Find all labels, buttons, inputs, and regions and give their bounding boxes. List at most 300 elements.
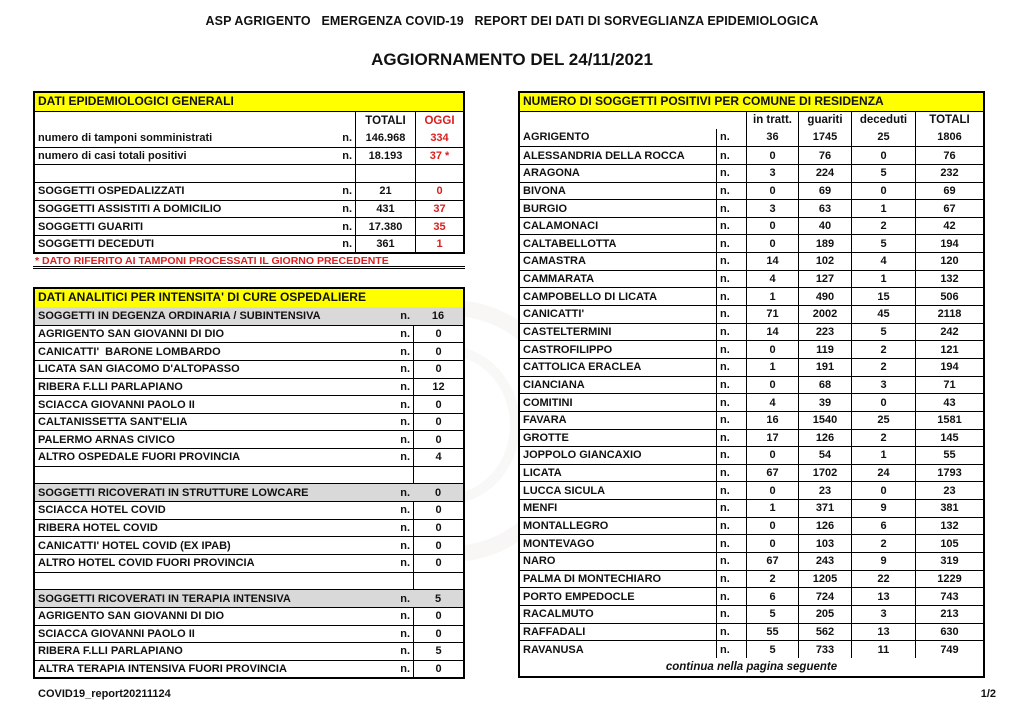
totali-value: 105 xyxy=(915,535,983,552)
n-label: n. xyxy=(716,359,746,376)
comune-name-cell xyxy=(520,271,716,288)
in-tratt-value: 0 xyxy=(746,482,798,499)
comune-name-cell xyxy=(520,165,716,182)
row-label: CALTANISSETTA SANT'ELIA xyxy=(38,416,188,429)
totali-value: 121 xyxy=(915,341,983,358)
comune-name: RAVANUSA xyxy=(523,643,584,656)
general-row-label-cell xyxy=(35,201,355,218)
row-label: CANICATTI' HOTEL COVID (EX IPAB) xyxy=(38,539,231,552)
row-label: ALTRO OSPEDALE FUORI PROVINCIA xyxy=(38,451,241,464)
row-label: SOGGETTI RICOVERATI IN STRUTTURE LOWCARE xyxy=(38,486,309,499)
in-tratt-value: 0 xyxy=(746,218,798,235)
hospital-care-row xyxy=(35,519,463,537)
totali-value: 55 xyxy=(915,447,983,464)
row-count-value: 0 xyxy=(413,626,463,643)
n-label: n. xyxy=(716,324,746,341)
deceduti-value: 0 xyxy=(851,147,915,164)
column-header-totali: TOTALI xyxy=(915,112,983,129)
general-row-label-cell xyxy=(35,183,355,200)
totali-value: 76 xyxy=(915,147,983,164)
totali-value: 743 xyxy=(915,588,983,605)
guariti-value: 39 xyxy=(798,394,851,411)
report-filename: COVID19_report20211124 xyxy=(38,688,171,700)
n-label: n. xyxy=(716,430,746,447)
totali-value: 431 xyxy=(355,201,415,218)
n-label: n. xyxy=(716,183,746,200)
hospital-care-row xyxy=(35,325,463,343)
guariti-value: 724 xyxy=(798,588,851,605)
row-count-value: 0 xyxy=(413,361,463,378)
n-label: n. xyxy=(400,363,410,376)
guariti-value: 102 xyxy=(798,253,851,270)
comune-row xyxy=(520,217,983,235)
row-label: CANICATTI' BARONE LOMBARDO xyxy=(38,345,221,358)
n-label: n. xyxy=(716,518,746,535)
totali-value: 23 xyxy=(915,482,983,499)
guariti-value: 205 xyxy=(798,606,851,623)
general-table-row xyxy=(35,164,463,182)
n-label: n. xyxy=(400,486,410,499)
comune-name: MONTALLEGRO xyxy=(523,520,609,533)
comuni-table-box xyxy=(518,91,985,678)
continuation-note: continua nella pagina seguente xyxy=(665,660,838,673)
comune-name-cell xyxy=(520,394,716,411)
totali-value: 146.968 xyxy=(355,129,415,147)
comune-row xyxy=(520,199,983,217)
comune-name-cell xyxy=(520,447,716,464)
comune-name-cell xyxy=(520,306,716,323)
comune-name-cell xyxy=(520,553,716,570)
guariti-value: 243 xyxy=(798,553,851,570)
n-label: n. xyxy=(400,592,410,605)
n-label: n. xyxy=(716,482,746,499)
guariti-value: 54 xyxy=(798,447,851,464)
comune-name: CASTROFILIPPO xyxy=(523,343,613,356)
in-tratt-value: 16 xyxy=(746,412,798,429)
guariti-value: 224 xyxy=(798,165,851,182)
n-label: n. xyxy=(400,380,410,393)
comune-name-cell xyxy=(520,218,716,235)
row-label: SOGGETTI IN DEGENZA ORDINARIA / SUBINTENSIVA xyxy=(38,309,321,322)
in-tratt-value: 0 xyxy=(746,235,798,252)
totali-value: 21 xyxy=(355,183,415,200)
n-label: n. xyxy=(716,147,746,164)
totali-value: 42 xyxy=(915,218,983,235)
guariti-value: 490 xyxy=(798,288,851,305)
comune-name-cell xyxy=(520,200,716,217)
row-count-value: 0 xyxy=(413,502,463,519)
general-row-label-cell xyxy=(35,236,355,253)
hospital-care-row xyxy=(35,307,463,325)
comune-name-cell xyxy=(520,324,716,341)
deceduti-value: 45 xyxy=(851,306,915,323)
hospital-care-row xyxy=(35,607,463,625)
comune-name-cell xyxy=(520,183,716,200)
comune-name: CANICATTI' xyxy=(523,308,585,321)
guariti-value: 40 xyxy=(798,218,851,235)
comune-row xyxy=(520,182,983,200)
hospital-row-label-cell xyxy=(35,573,413,590)
guariti-value: 191 xyxy=(798,359,851,376)
hospital-care-table-title: DATI ANALITICI PER INTENSITA' DI CURE OSPEDALIERE xyxy=(35,289,463,307)
totali-value: 132 xyxy=(915,271,983,288)
row-count-value: 5 xyxy=(413,643,463,660)
in-tratt-value: 0 xyxy=(746,147,798,164)
guariti-value: 127 xyxy=(798,271,851,288)
comune-name-cell xyxy=(520,571,716,588)
general-header-spacer xyxy=(35,112,355,129)
row-label: AGRIGENTO SAN GIOVANNI DI DIO xyxy=(38,327,224,340)
oggi-value xyxy=(415,165,463,182)
n-label: n. xyxy=(716,288,746,305)
n-label: n. xyxy=(716,218,746,235)
comune-row xyxy=(520,534,983,552)
hospital-row-label-cell xyxy=(35,379,413,396)
n-label: n. xyxy=(400,539,410,552)
comune-row xyxy=(520,623,983,641)
comune-name: LICATA xyxy=(523,467,562,480)
hospital-care-row xyxy=(35,413,463,431)
n-label: n. xyxy=(400,522,410,534)
n-label: n. xyxy=(716,465,746,482)
row-count-value: 12 xyxy=(413,379,463,396)
n-label: n. xyxy=(716,500,746,517)
hospital-row-label-cell xyxy=(35,326,413,343)
comune-name-cell xyxy=(520,235,716,252)
comuni-table-body xyxy=(520,129,983,658)
comune-name-cell xyxy=(520,253,716,270)
hospital-care-row xyxy=(35,342,463,360)
general-table-row xyxy=(35,235,463,253)
guariti-value: 1540 xyxy=(798,412,851,429)
totali-value: 18.193 xyxy=(355,148,415,165)
deceduti-value: 5 xyxy=(851,235,915,252)
comune-name: FAVARA xyxy=(523,414,567,427)
n-label: n. xyxy=(400,416,410,429)
guariti-value: 562 xyxy=(798,624,851,641)
comune-name: CASTELTERMINI xyxy=(523,326,612,338)
row-count-value: 0 xyxy=(413,343,463,360)
row-label: ALTRA TERAPIA INTENSIVA FUORI PROVINCIA xyxy=(38,663,287,676)
hospital-care-row xyxy=(35,589,463,607)
comune-name: MONTEVAGO xyxy=(523,537,595,550)
totali-value: 120 xyxy=(915,253,983,270)
guariti-value: 189 xyxy=(798,235,851,252)
totali-value: 1793 xyxy=(915,465,983,482)
comune-name-cell xyxy=(520,482,716,499)
in-tratt-value: 0 xyxy=(746,447,798,464)
comune-name-cell xyxy=(520,624,716,641)
in-tratt-value: 67 xyxy=(746,553,798,570)
deceduti-value: 9 xyxy=(851,553,915,570)
hospital-row-label-cell xyxy=(35,361,413,378)
hospital-care-table-body xyxy=(35,307,463,677)
deceduti-value: 25 xyxy=(851,412,915,429)
row-label: SOGGETTI OSPEDALIZZATI xyxy=(38,185,185,198)
hospital-row-label-cell xyxy=(35,484,413,501)
n-label: n. xyxy=(716,129,746,147)
totali-value: 749 xyxy=(915,641,983,658)
hospital-row-label-cell xyxy=(35,661,413,678)
n-label: n. xyxy=(400,557,410,570)
deceduti-value: 0 xyxy=(851,183,915,200)
hospital-row-label-cell xyxy=(35,626,413,643)
column-header-totali: TOTALI xyxy=(355,112,415,129)
deceduti-value: 6 xyxy=(851,518,915,535)
n-label: n. xyxy=(400,610,410,623)
row-label: PALERMO ARNAS CIVICO xyxy=(38,433,175,446)
page-number: 1/2 xyxy=(980,688,996,700)
hospital-care-row xyxy=(35,554,463,572)
deceduti-value: 1 xyxy=(851,200,915,217)
general-table-row xyxy=(35,147,463,165)
n-label: n. xyxy=(342,131,352,144)
deceduti-value: 5 xyxy=(851,165,915,182)
totali-value: 194 xyxy=(915,235,983,252)
column-header-in-tratt: in tratt. xyxy=(746,112,798,129)
n-label: n. xyxy=(342,220,352,233)
deceduti-value: 15 xyxy=(851,288,915,305)
guariti-value: 126 xyxy=(798,518,851,535)
row-label: LICATA SAN GIACOMO D'ALTOPASSO xyxy=(38,363,240,376)
guariti-value: 69 xyxy=(798,183,851,200)
comune-name: ALESSANDRIA DELLA ROCCA xyxy=(523,149,685,162)
deceduti-value: 4 xyxy=(851,253,915,270)
hospital-row-label-cell xyxy=(35,502,413,519)
deceduti-value: 24 xyxy=(851,465,915,482)
in-tratt-value: 0 xyxy=(746,183,798,200)
row-label: RIBERA HOTEL COVID xyxy=(38,522,158,534)
report-header: ASP AGRIGENTO EMERGENZA COVID-19 REPORT DEI DATI DI SORVEGLIANZA EPIDEMIOLOGICA xyxy=(205,14,819,28)
totali-value: 69 xyxy=(915,183,983,200)
hospital-care-row xyxy=(35,378,463,396)
comune-name-cell xyxy=(520,147,716,164)
in-tratt-value: 2 xyxy=(746,571,798,588)
n-label: n. xyxy=(716,394,746,411)
guariti-value: 1205 xyxy=(798,571,851,588)
row-count-value: 0 xyxy=(413,326,463,343)
comune-row xyxy=(520,287,983,305)
row-count-value: 5 xyxy=(434,592,442,605)
n-label: n. xyxy=(716,606,746,623)
comune-name-cell xyxy=(520,588,716,605)
in-tratt-value: 3 xyxy=(746,165,798,182)
general-table-row xyxy=(35,200,463,218)
row-count-value: 0 xyxy=(413,537,463,554)
in-tratt-value: 71 xyxy=(746,306,798,323)
n-label: n. xyxy=(716,641,746,658)
deceduti-value: 0 xyxy=(851,482,915,499)
n-label: n. xyxy=(716,377,746,394)
comune-row xyxy=(520,605,983,623)
row-label: SCIACCA GIOVANNI PAOLO II xyxy=(38,627,195,640)
deceduti-value: 13 xyxy=(851,588,915,605)
deceduti-value: 1 xyxy=(851,271,915,288)
comuni-header-spacer xyxy=(520,112,746,129)
totali-value xyxy=(355,165,415,182)
guariti-value: 63 xyxy=(798,200,851,217)
row-count-value: 16 xyxy=(431,309,445,322)
deceduti-value: 2 xyxy=(851,535,915,552)
in-tratt-value: 14 xyxy=(746,324,798,341)
general-table-title: DATI EPIDEMIOLOGICI GENERALI xyxy=(35,93,463,111)
n-label: n. xyxy=(342,185,352,198)
n-label: n. xyxy=(716,253,746,270)
row-label: ALTRO HOTEL COVID FUORI PROVINCIA xyxy=(38,557,255,570)
n-label: n. xyxy=(342,149,352,162)
in-tratt-value: 0 xyxy=(746,377,798,394)
comune-name: BIVONA xyxy=(523,184,566,197)
deceduti-value: 0 xyxy=(851,394,915,411)
guariti-value: 76 xyxy=(798,147,851,164)
hospital-row-label-cell xyxy=(35,520,413,537)
general-row-label-cell xyxy=(35,129,355,147)
comune-name-cell xyxy=(520,412,716,429)
comune-name: MENFI xyxy=(523,502,558,515)
continuation-row xyxy=(520,658,983,676)
in-tratt-value: 67 xyxy=(746,465,798,482)
general-table-row xyxy=(35,129,463,147)
hospital-care-row xyxy=(35,483,463,501)
comune-row xyxy=(520,358,983,376)
hospital-care-row xyxy=(35,360,463,378)
n-label: n. xyxy=(400,327,410,340)
deceduti-value: 2 xyxy=(851,218,915,235)
in-tratt-value: 0 xyxy=(746,518,798,535)
hospital-row-label-cell xyxy=(35,555,413,572)
in-tratt-value: 55 xyxy=(746,624,798,641)
totali-value: 213 xyxy=(915,606,983,623)
deceduti-value: 9 xyxy=(851,500,915,517)
n-label: n. xyxy=(716,571,746,588)
n-label: n. xyxy=(716,624,746,641)
deceduti-value: 25 xyxy=(851,129,915,147)
comune-row xyxy=(520,323,983,341)
row-label: SCIACCA GIOVANNI PAOLO II xyxy=(38,398,195,411)
deceduti-value: 13 xyxy=(851,624,915,641)
n-label: n. xyxy=(716,535,746,552)
comune-name: CAMMARATA xyxy=(523,273,595,286)
comune-row xyxy=(520,429,983,447)
totali-value: 145 xyxy=(915,430,983,447)
hospital-care-row xyxy=(35,536,463,554)
totali-value: 232 xyxy=(915,165,983,182)
hospital-care-row xyxy=(35,448,463,466)
hospital-row-label-cell xyxy=(35,307,413,325)
comune-row xyxy=(520,393,983,411)
hospital-row-label-cell xyxy=(35,414,413,431)
row-label: SOGGETTI DECEDUTI xyxy=(38,238,155,251)
row-count-value: 0 xyxy=(413,555,463,572)
comune-name: LUCCA SICULA xyxy=(523,484,606,497)
n-label: n. xyxy=(716,553,746,570)
row-count-value: 0 xyxy=(413,414,463,431)
comune-row xyxy=(520,252,983,270)
totali-value: 67 xyxy=(915,200,983,217)
guariti-value: 23 xyxy=(798,482,851,499)
in-tratt-value: 36 xyxy=(746,129,798,147)
n-label: n. xyxy=(716,412,746,429)
deceduti-value: 3 xyxy=(851,606,915,623)
comune-name: BURGIO xyxy=(523,202,567,215)
n-label: n. xyxy=(716,200,746,217)
general-row-label-cell xyxy=(35,218,355,235)
hospital-row-label-cell xyxy=(35,590,413,607)
comune-name-cell xyxy=(520,377,716,394)
guariti-value: 1702 xyxy=(798,465,851,482)
guariti-value: 2002 xyxy=(798,306,851,323)
comune-name: COMITINI xyxy=(523,396,573,409)
oggi-value: 37 * xyxy=(415,148,463,165)
comune-name: PALMA DI MONTECHIARO xyxy=(523,572,662,585)
n-label: n. xyxy=(400,345,410,358)
n-label: n. xyxy=(716,341,746,358)
hospital-row-label-cell xyxy=(35,396,413,413)
guariti-value: 68 xyxy=(798,377,851,394)
comune-name-cell xyxy=(520,641,716,658)
hospital-care-row xyxy=(35,501,463,519)
deceduti-value: 11 xyxy=(851,641,915,658)
n-label: n. xyxy=(716,271,746,288)
comune-name: PORTO EMPEDOCLE xyxy=(523,590,635,603)
comune-row xyxy=(520,570,983,588)
row-count-value: 4 xyxy=(413,449,463,466)
hospital-row-label-cell xyxy=(35,467,413,484)
comune-row xyxy=(520,411,983,429)
comune-row xyxy=(520,376,983,394)
general-row-label-cell xyxy=(35,165,355,182)
comune-row xyxy=(520,640,983,658)
deceduti-value: 2 xyxy=(851,359,915,376)
comune-name: CATTOLICA ERACLEA xyxy=(523,361,642,374)
oggi-value: 0 xyxy=(415,183,463,200)
row-label: SOGGETTI ASSISTITI A DOMICILIO xyxy=(38,202,222,215)
totali-value: 2118 xyxy=(915,306,983,323)
hospital-care-row xyxy=(35,430,463,448)
totali-value: 319 xyxy=(915,553,983,570)
comune-name: NARO xyxy=(523,555,556,568)
comuni-table-header-row xyxy=(520,111,983,129)
row-count-value: 0 xyxy=(434,486,442,499)
oggi-value: 1 xyxy=(415,236,463,253)
hospital-row-label-cell xyxy=(35,608,413,625)
guariti-value: 126 xyxy=(798,430,851,447)
row-label: RIBERA F.LLI PARLAPIANO xyxy=(38,645,183,658)
row-count-value: 0 xyxy=(413,608,463,625)
n-label: n. xyxy=(400,627,410,640)
comune-row xyxy=(520,587,983,605)
in-tratt-value: 14 xyxy=(746,253,798,270)
comune-row xyxy=(520,517,983,535)
in-tratt-value: 17 xyxy=(746,430,798,447)
row-label: RIBERA F.LLI PARLAPIANO xyxy=(38,380,183,393)
hospital-care-row xyxy=(35,660,463,678)
deceduti-value: 2 xyxy=(851,341,915,358)
comune-name: AGRIGENTO xyxy=(523,131,590,144)
in-tratt-value: 1 xyxy=(746,500,798,517)
comune-name-cell xyxy=(520,606,716,623)
comune-name: CAMPOBELLO DI LICATA xyxy=(523,290,658,303)
row-count-value: 0 xyxy=(413,396,463,413)
n-label: n. xyxy=(400,504,410,517)
totali-value: 381 xyxy=(915,500,983,517)
n-label: n. xyxy=(400,645,410,658)
guariti-value: 119 xyxy=(798,341,851,358)
positives-by-comune-table xyxy=(518,91,985,678)
general-epidemiological-table xyxy=(33,91,465,269)
general-table-row xyxy=(35,217,463,235)
comune-name: GROTTE xyxy=(523,431,569,444)
